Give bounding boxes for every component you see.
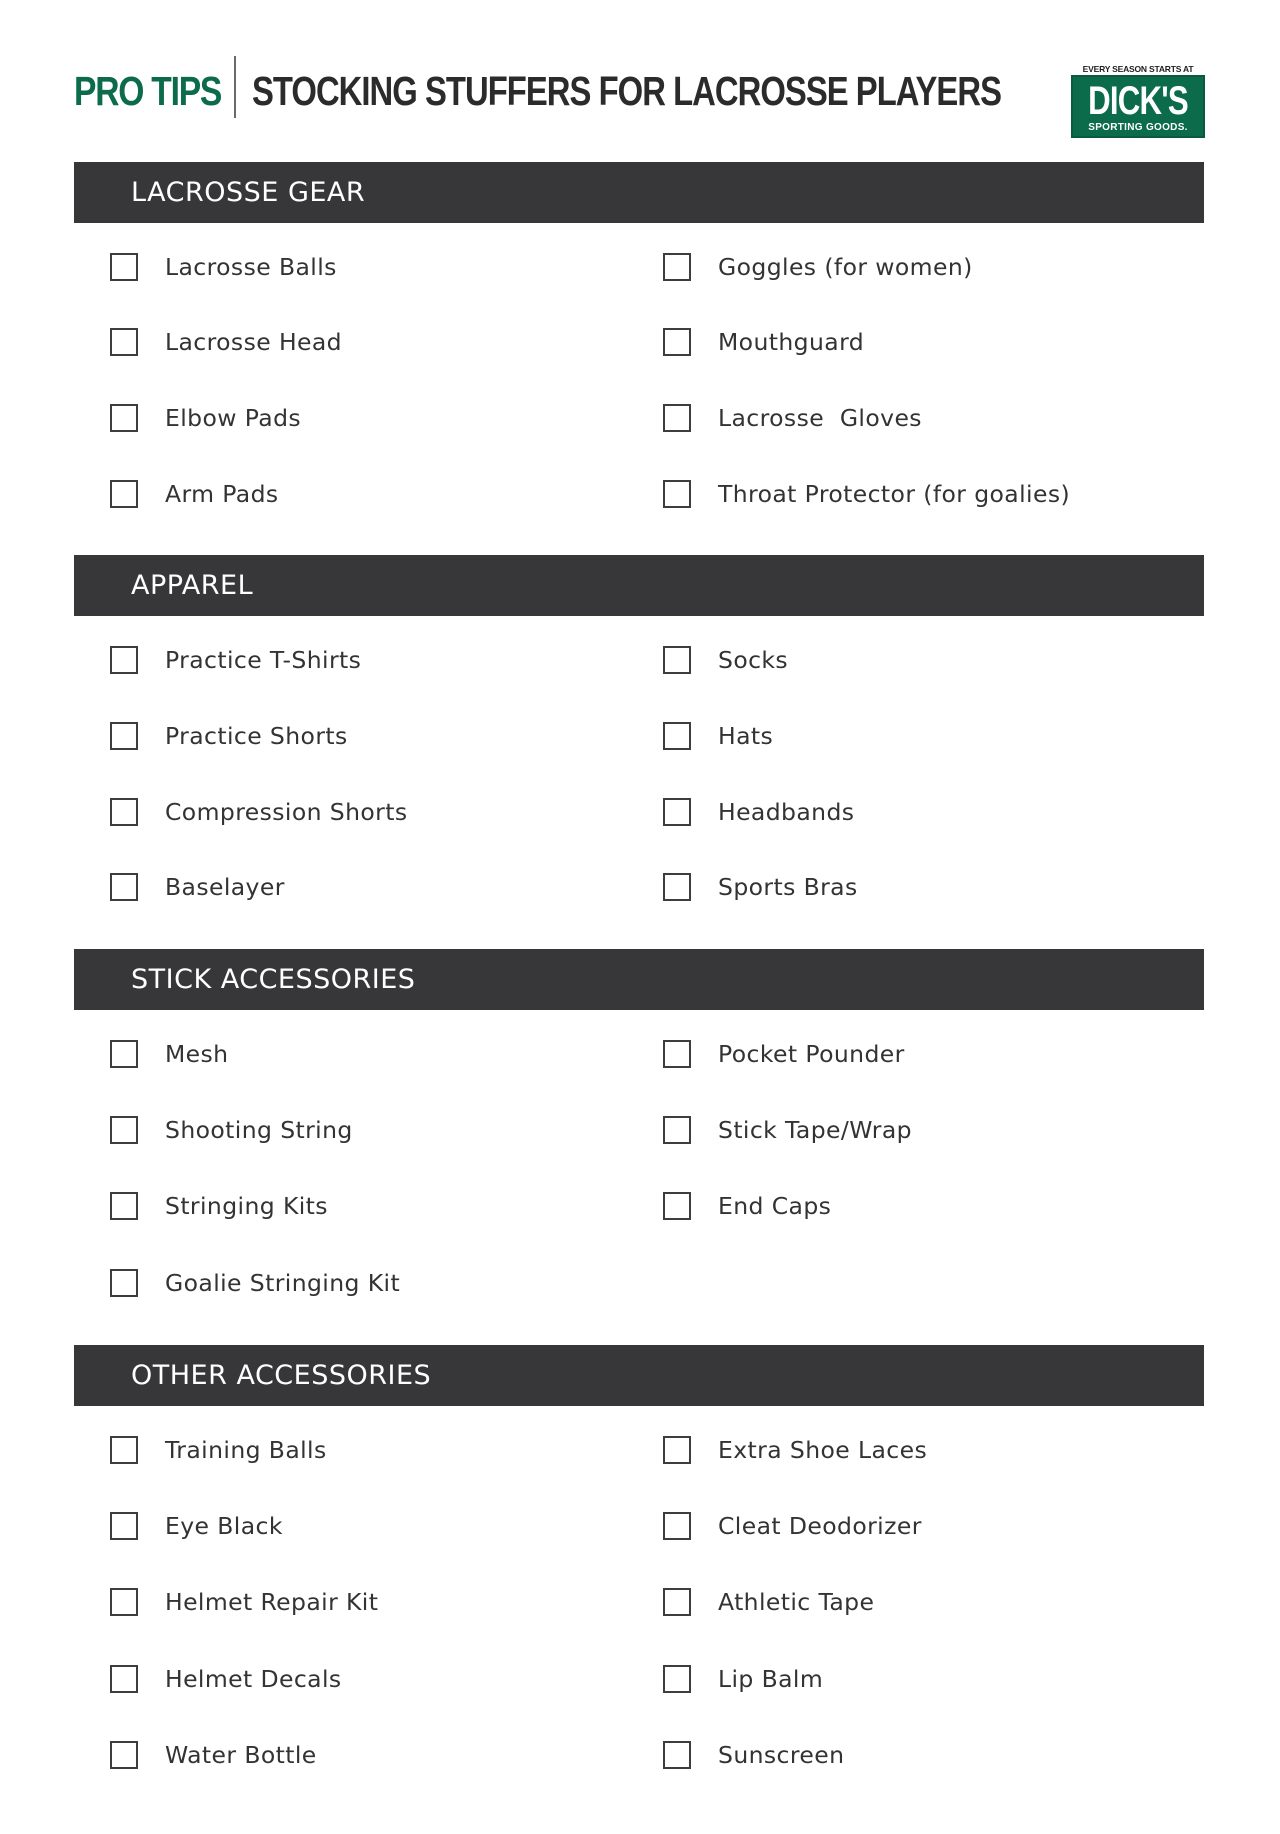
checkbox[interactable] <box>110 1436 138 1464</box>
section-header-stick-accessories <box>74 949 1204 1010</box>
checklist-item[interactable] <box>663 867 858 907</box>
checkbox[interactable] <box>663 1040 691 1068</box>
checklist-item[interactable] <box>110 1582 378 1622</box>
checkbox[interactable] <box>663 1512 691 1540</box>
section-header-other-accessories <box>74 1345 1204 1406</box>
checkbox[interactable] <box>110 328 138 356</box>
checkbox[interactable] <box>663 328 691 356</box>
checklist-item[interactable] <box>663 1735 844 1775</box>
checkbox[interactable] <box>663 253 691 281</box>
item-label: Lacrosse Gloves <box>718 404 922 432</box>
checkbox[interactable] <box>663 1192 691 1220</box>
checkbox[interactable] <box>110 1512 138 1540</box>
item-label: Practice T-Shirts <box>165 646 362 674</box>
item-label: Lip Balm <box>718 1665 824 1693</box>
checklist-item[interactable] <box>663 716 773 756</box>
pro-tips-label: PRO TIPS <box>74 68 222 114</box>
checkbox[interactable] <box>110 722 138 750</box>
item-label: Arm Pads <box>165 480 279 508</box>
checkbox[interactable] <box>110 873 138 901</box>
checklist-item[interactable] <box>110 792 407 832</box>
item-label: Elbow Pads <box>165 404 302 432</box>
item-label: Goggles (for women) <box>718 253 973 281</box>
item-label: Shooting String <box>165 1116 353 1144</box>
item-label: Extra Shoe Laces <box>718 1436 928 1464</box>
dicks-sporting-goods-logo <box>1070 64 1206 140</box>
checklist-item[interactable] <box>663 247 973 287</box>
checklist-item[interactable] <box>110 867 285 907</box>
checklist-item[interactable] <box>110 640 361 680</box>
logo-tagline: EVERY SEASON STARTS AT <box>1082 64 1194 74</box>
checkbox[interactable] <box>663 873 691 901</box>
checklist-item[interactable] <box>110 1735 317 1775</box>
section-header-lacrosse-gear <box>74 162 1204 223</box>
checkbox[interactable] <box>110 1269 138 1297</box>
checklist-item[interactable] <box>110 322 342 362</box>
checkbox[interactable] <box>663 722 691 750</box>
page-header <box>74 56 1206 146</box>
checkbox[interactable] <box>663 1588 691 1616</box>
checkbox[interactable] <box>110 1116 138 1144</box>
checklist-item[interactable] <box>110 1263 400 1303</box>
item-label: Headbands <box>718 798 855 826</box>
item-label: Eye Black <box>165 1512 283 1540</box>
checkbox[interactable] <box>110 253 138 281</box>
checkbox[interactable] <box>110 404 138 432</box>
item-label: Throat Protector (for goalies) <box>718 480 1071 508</box>
header-divider <box>234 56 236 118</box>
checkbox[interactable] <box>663 480 691 508</box>
checkbox[interactable] <box>110 1588 138 1616</box>
page-title: STOCKING STUFFERS FOR LACROSSE PLAYERS <box>252 68 1001 114</box>
checklist-item[interactable] <box>663 322 864 362</box>
item-label: Baselayer <box>165 873 285 901</box>
checklist-item[interactable] <box>663 1506 922 1546</box>
item-label: Lacrosse Head <box>165 328 342 356</box>
checklist-item[interactable] <box>663 640 788 680</box>
section-title: LACROSSE GEAR <box>131 177 366 208</box>
section-title: OTHER ACCESSORIES <box>131 1360 432 1391</box>
checklist-item[interactable] <box>110 1034 228 1074</box>
section-title: APPAREL <box>131 570 254 601</box>
item-label: End Caps <box>718 1192 832 1220</box>
item-label: Compression Shorts <box>165 798 408 826</box>
checklist-item[interactable] <box>110 398 301 438</box>
section-title: STICK ACCESSORIES <box>131 964 416 995</box>
checklist-item[interactable] <box>110 716 348 756</box>
item-label: Practice Shorts <box>165 722 348 750</box>
item-label: Stick Tape/Wrap <box>718 1116 912 1144</box>
checkbox[interactable] <box>110 480 138 508</box>
item-label: Stringing Kits <box>165 1192 328 1220</box>
logo-subtitle: SPORTING GOODS. <box>1088 122 1188 133</box>
checklist-item[interactable] <box>663 1186 831 1226</box>
checkbox[interactable] <box>663 1436 691 1464</box>
item-label: Lacrosse Balls <box>165 253 337 281</box>
checklist-item[interactable] <box>110 1430 327 1470</box>
checklist-item[interactable] <box>110 1506 283 1546</box>
checkbox[interactable] <box>663 1116 691 1144</box>
item-label: Athletic Tape <box>718 1588 875 1616</box>
checkbox[interactable] <box>110 1741 138 1769</box>
checkbox[interactable] <box>110 1192 138 1220</box>
logo-badge <box>1071 75 1205 138</box>
checklist-item[interactable] <box>110 474 279 514</box>
checkbox[interactable] <box>110 1665 138 1693</box>
item-label: Sunscreen <box>718 1741 845 1769</box>
item-label: Hats <box>718 722 774 750</box>
item-label: Helmet Decals <box>165 1665 342 1693</box>
item-label: Goalie Stringing Kit <box>165 1269 401 1297</box>
checkbox[interactable] <box>663 798 691 826</box>
checklist-item[interactable] <box>663 1659 823 1699</box>
checklist-item[interactable] <box>110 1659 342 1699</box>
checklist-item[interactable] <box>110 1110 353 1150</box>
item-label: Mouthguard <box>718 328 865 356</box>
checklist-item[interactable] <box>663 1034 905 1074</box>
item-label: Water Bottle <box>165 1741 317 1769</box>
checkbox[interactable] <box>663 1665 691 1693</box>
checklist-item[interactable] <box>663 792 854 832</box>
item-label: Helmet Repair Kit <box>165 1588 379 1616</box>
checklist-item[interactable] <box>110 247 337 287</box>
checkbox[interactable] <box>110 1040 138 1068</box>
checklist-item[interactable] <box>663 1582 874 1622</box>
item-label: Pocket Pounder <box>718 1040 905 1068</box>
checkbox[interactable] <box>663 646 691 674</box>
checklist-item[interactable] <box>110 1186 328 1226</box>
checkbox[interactable] <box>110 646 138 674</box>
checkbox[interactable] <box>663 404 691 432</box>
item-label: Mesh <box>165 1040 229 1068</box>
item-label: Training Balls <box>165 1436 327 1464</box>
checkbox[interactable] <box>663 1741 691 1769</box>
item-label: Cleat Deodorizer <box>718 1512 922 1540</box>
item-label: Socks <box>718 646 789 674</box>
checklist-item[interactable] <box>663 398 922 438</box>
checklist-item[interactable] <box>663 474 1070 514</box>
item-label: Sports Bras <box>718 873 858 901</box>
checklist-item[interactable] <box>663 1110 912 1150</box>
logo-name: DICK'S <box>1088 79 1188 123</box>
section-header-apparel <box>74 555 1204 616</box>
checklist-item[interactable] <box>663 1430 927 1470</box>
checkbox[interactable] <box>110 798 138 826</box>
